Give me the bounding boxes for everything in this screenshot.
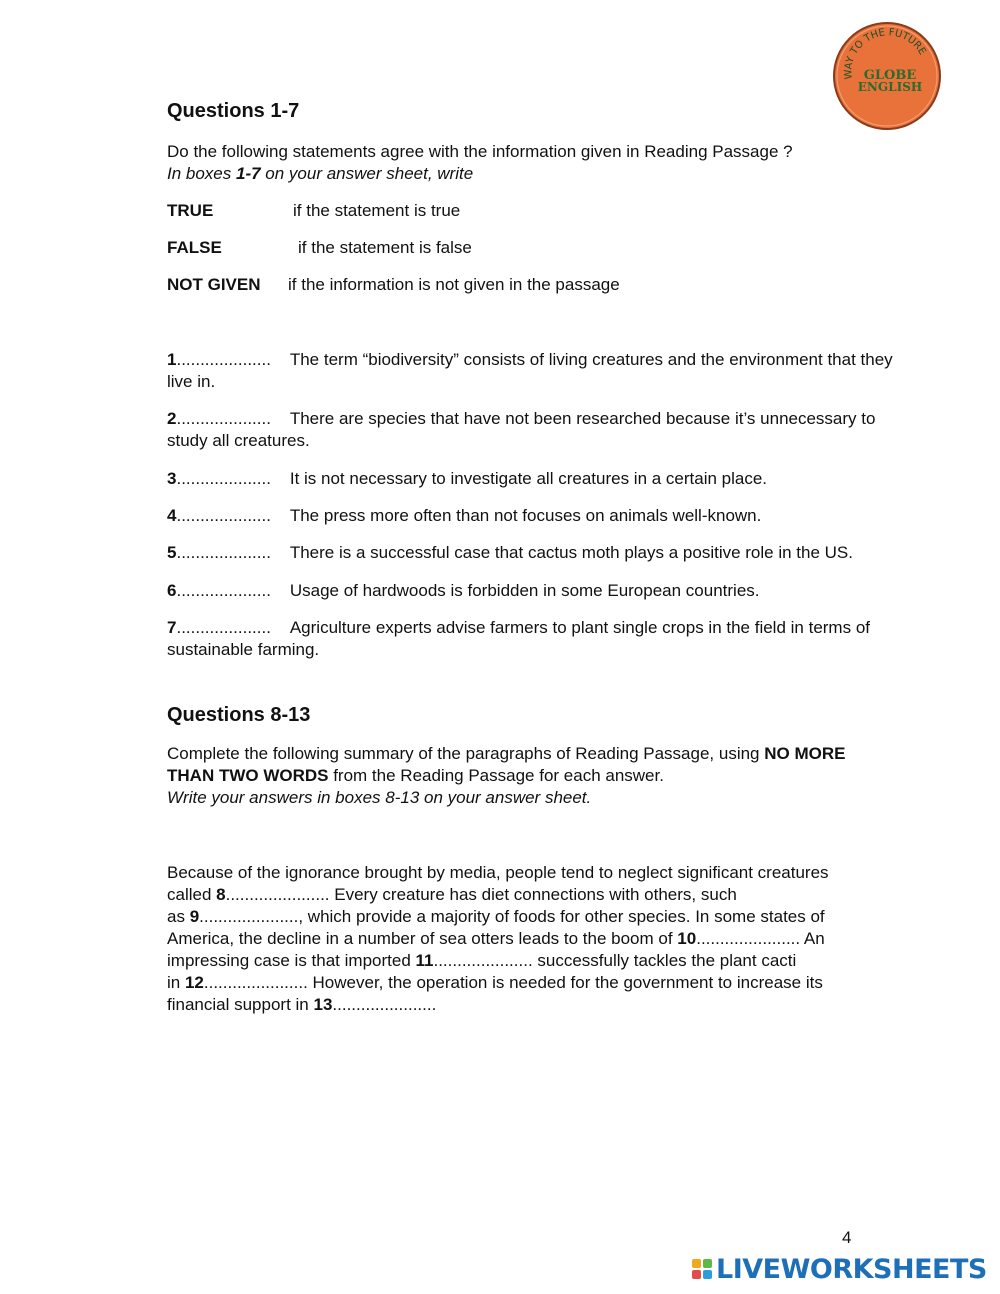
- section2-title: Questions 8-13: [167, 704, 311, 726]
- brand-text: LIVEWORKSHEETS: [716, 1253, 987, 1285]
- definition-term: NOT GIVEN: [167, 275, 261, 294]
- section1-subinstruction: In boxes 1-7 on your answer sheet, write: [167, 164, 474, 183]
- definition-desc: if the information is not given in the passage: [288, 275, 620, 294]
- page-number: 4: [842, 1228, 852, 1247]
- question-item: 1.................... The term “biodiversity” consists of living creatures and the environment that they live in.: [167, 350, 893, 391]
- section2-instruction-line2: THAN TWO WORDS from the Reading Passage for each answer.: [167, 766, 664, 785]
- answer-blank[interactable]: ....................: [176, 469, 271, 488]
- question-item: 5.................... There is a successful case that cactus moth plays a positive role in the US.: [167, 543, 853, 562]
- liveworksheets-brand[interactable]: [692, 1254, 987, 1284]
- logo-arc-text: WAY TO THE FUTURE: [843, 27, 928, 80]
- question-item: 6.................... Usage of hardwoods is forbidden in some European countries.: [167, 581, 760, 600]
- question-item: 4.................... The press more often than not focuses on animals well-known.: [167, 506, 762, 525]
- globe-english-logo: [832, 21, 942, 131]
- logo-line1: GLOBE: [863, 68, 917, 83]
- summary-paragraph: Because of the ignorance brought by media, people tend to neglect significant creatures called 8...................... Every creature has diet connections with others, such as 9....................., which provide a majority of foods for other species. In some states of America, the decline in a number of sea otters leads to the boom of 10...................... An impressing case is that imported 11..................... successfully tackles the plant cacti in 12...................... However, the operation is needed for the government to increase its financial support in 13......................: [167, 863, 829, 1014]
- question-item: 7.................... Agriculture experts advise farmers to plant single crops in the field in terms of sustainable farming.: [167, 618, 870, 659]
- answer-blank[interactable]: ....................., which provide a majority of foods for other species. In some states of: [199, 907, 825, 926]
- definition-not-given: [167, 274, 620, 296]
- question-item: 3.................... It is not necessary to investigate all creatures in a certain place.: [167, 469, 768, 488]
- answer-blank[interactable]: ...................... An: [696, 929, 825, 948]
- answer-blank[interactable]: ....................: [176, 581, 271, 600]
- section2-instruction-italic: Write your answers in boxes 8-13 on your answer sheet.: [167, 788, 592, 807]
- definition-true: [167, 200, 460, 222]
- section1-instruction: Do the following statements agree with the information given in Reading Passage ?: [167, 142, 793, 161]
- definition-desc: if the statement is true: [293, 201, 461, 220]
- answer-blank[interactable]: ......................: [332, 995, 437, 1014]
- definition-term: FALSE: [167, 238, 222, 257]
- section2-instruction-line1: Complete the following summary of the paragraphs of Reading Passage, using NO MORE: [167, 744, 846, 763]
- logo-line2: ENGLISH: [857, 80, 923, 94]
- section1-title: Questions 1-7: [167, 100, 300, 122]
- answer-blank[interactable]: ....................: [176, 506, 271, 525]
- answer-blank[interactable]: ...................... Every creature has diet connections with others, such: [225, 885, 737, 904]
- definition-desc: if the statement is false: [298, 238, 472, 257]
- answer-blank[interactable]: ..................... successfully tackles the plant cacti: [433, 951, 797, 970]
- answer-blank[interactable]: ....................: [176, 350, 271, 369]
- definition-term: TRUE: [167, 201, 214, 220]
- answer-blank[interactable]: ....................: [176, 618, 271, 637]
- brand-blocks-icon: [692, 1259, 712, 1279]
- definition-false: [167, 237, 472, 259]
- question-item: 2.................... There are species that have not been researched because it’s unnecessary to study all creatures.: [167, 409, 876, 450]
- answer-blank[interactable]: ....................: [176, 409, 271, 428]
- answer-blank[interactable]: ....................: [176, 543, 271, 562]
- answer-blank[interactable]: ...................... However, the operation is needed for the government to increase its: [203, 973, 823, 992]
